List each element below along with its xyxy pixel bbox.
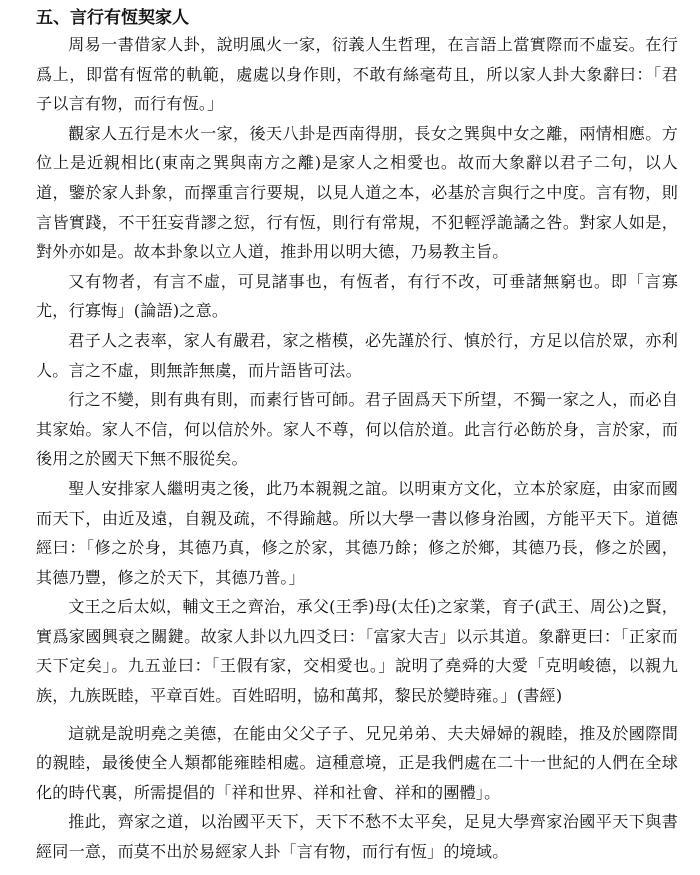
paragraph-8: 這就是說明堯之美德，在能由父父子子、兄兄弟弟、夫夫婦婦的親睦，推及於國際間的親睦，最後使全人類都能雍睦相處。這種意境，正是我們處在二十一世紀的人們在全球化的時代裏，所需提倡的「祥和世界、祥和社會、祥和的團體」。 xyxy=(36,723,678,802)
paragraph-9: 推此，齊家之道，以治國平天下，天下不愁不太平矣，足見大學齊家治國平天下與書經同一意，而莫不出於易經家人卦「言有物，而行有恆」的境域。 xyxy=(36,812,678,862)
paragraph-3: 又有物者，有言不虛，可見諸事也，有恆者，有行不改，可垂諸無窮也。即「言寡尤，行寡悔」(論語)之意。 xyxy=(36,271,678,321)
paragraph-7: 文王之后太姒，輔文王之齊治，承父(王季)母(太任)之家業，育子(武王、周公)之賢，實爲家國興衰之關鍵。故家人卦以九四爻曰：「富家大吉」以示其道。象辭更曰：「正家而天下定矣」。九五並曰：「王假有家，交相愛也。」說明了堯舜的大愛「克明峻德，以親九族，九族既睦，平章百姓。百姓昭明，協和萬邦，黎民於變時雍。」(書經) xyxy=(36,597,678,706)
section-heading: 五、言行有恆契家人 xyxy=(36,8,189,28)
paragraph-5: 行之不變，則有典有則，而素行皆可師。君子固爲天下所望，不獨一家之人，而必自其家始。家人不信，何以信於外。家人不尊，何以信於道。此言行必飭於身，言於家，而後用之於國天下無不服從矣。 xyxy=(36,390,678,469)
paragraph-6: 聖人安排家人繼明夷之後，此乃本親親之誼。以明東方文化，立本於家庭，由家而國而天下，由近及遠，自親及疏，不得踰越。所以大學一書以修身治國，方能平天下。道德經曰：「修之於身，其德乃真，修之於家，其德乃餘；修之於鄉，其德乃長，修之於國，其德乃豐，修之於天下，其德乃普。」 xyxy=(36,478,678,587)
paragraph-4: 君子人之表率，家人有嚴君，家之楷模，必先謹於行、慎於行，方足以信於眾，亦利人。言之不虛，則無詐無虞，而片語皆可法。 xyxy=(36,330,678,380)
paragraph-1: 周易一書借家人卦，說明風火一家，衍義人生哲理，在言語上當實際而不虛妄。在行爲上，即當有恆常的軌範，處處以身作則，不敢有絲毫苟且，所以家人卦大象辭曰：「君子以言有物，而行有恆。」 xyxy=(36,35,678,114)
paragraph-2: 觀家人五行是木火一家，後天八卦是西南得朋，長女之巽與中女之離，兩情相應。方位上是近親相比(東南之巽與南方之離)是家人之相愛也。故而大象辭以君子二句，以人道，鑒於家人卦象，而擇重言行要規，以見人道之本，必基於言與行之中度。言有物，則言皆實踐，不干狂妄背謬之愆，行有恆，則行有常規，不犯輕浮詭譎之咎。對家人如是，對外亦如是。故本卦象以立人道，推卦用以明大德，乃易教主旨。 xyxy=(36,123,678,262)
